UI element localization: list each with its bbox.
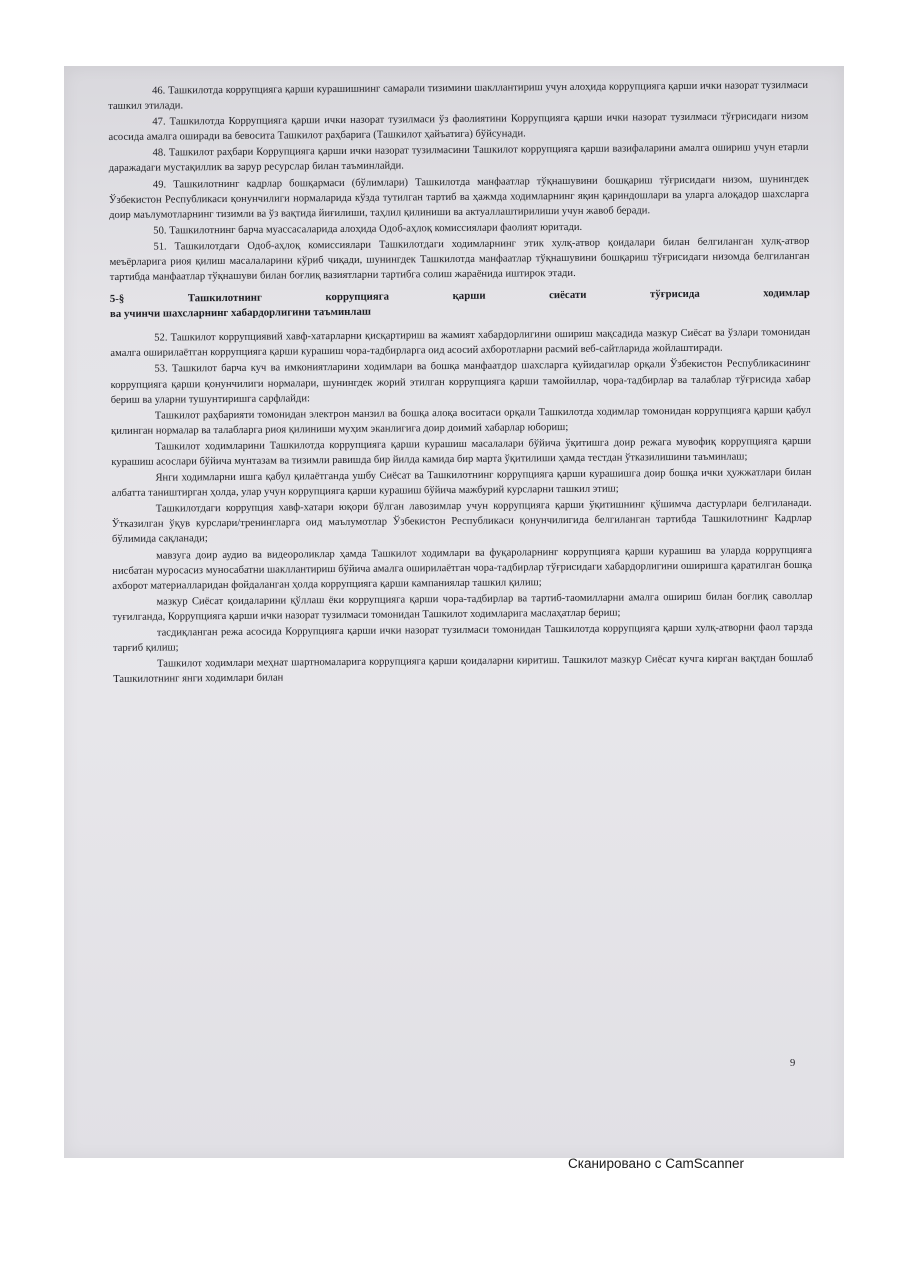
list-item: мазкур Сиёсат қоидаларини қўллаш ёки коррупцияга қарши чора-тадбирлар ва тартиб-таомилларни амалга ошириш билан боғлиқ саволлар туғилганда, Коррупцияга қарши ички назорат тузилмаси томонидан Ташкилот ходимларига маслаҳатлар бериш; — [112, 590, 813, 623]
section-heading-line2: ва учинчи шахсларнинг хабардорлигини таъминлаш — [109, 305, 371, 321]
list-item: Ташкилотдаги коррупция хавф-хатари юқори бўлган лавозимлар учун коррупцияга қарши ўқитишнинг қўшимча дастурлари белгиланади. Ўтказилган ўқув курслари/тренингларга оид маълумотлар Ўзбекистон Республикаси қонунчилигида белгиланган тартибда Ташкилотнинг Кадрлар бўлимида сақланади; — [111, 498, 812, 546]
list-item: мавзуга доир аудио ва видеороликлар ҳамда Ташкилот ходимлари ва фуқароларнинг коррупцияга қарши курашиш ва уларда коррупцияга нисбатан муросасиз муносабатни шакллантириш бўйича амалга оширилаётган чора-тадбирлар тўғрисидаги хабардорлигини оширишга қаратилган бошқа ахборот материалларидан фойдаланган ҳолда коррупцияга қарши кампаниялар ташкил қилиш; — [112, 544, 813, 592]
list-item: Ташкилот ходимларини Ташкилотда коррупцияга қарши курашиш масалалари бўйича ўқитишга доир режага мувофиқ коррупцияга қарши курашиш асослари бўйича мунтазам ва тизимли равишда бир йилда камида бир марта ўқитилиши ҳамда тестдан ўтказилишини таъминлаш; — [111, 435, 812, 468]
paragraph-47: 47. Ташкилотда Коррупцияга қарши ички назорат тузилмаси ўз фаолиятини Коррупцияга қарши ички назорат тузилмаси тўғрисидаги низом асосида амалга оширади ва бевосита Ташкилот раҳбарига (Ташкилот ҳайъатига) бўйсунади. — [108, 111, 809, 144]
list-item: тасдиқланган режа асосида Коррупцияга қарши ички назорат тузилмаси томонидан Ташкилотда коррупцияга қарши хулқ-атворни фаол тарзда тарғиб қилиш; — [112, 621, 813, 655]
paragraph-50: 50. Ташкилотнинг барча муассасаларида алоҳида Одоб-аҳлоқ комиссиялари фаолият юритади. — [153, 221, 583, 237]
section-heading — [110, 286, 810, 322]
list-item: Ташкилот раҳбарияти томонидан электрон манзил ва бошқа алоқа воситаси орқали Ташкилотда ходимлар томонидан коррупцияга қарши қабул қилинган нормалар ва талабларга риоя қилиниши муҳим эканлигига доир доимий хабарлар юбориш; — [110, 404, 811, 437]
paragraph-49: 49. Ташкилотнинг кадрлар бошқармаси (бўлимлари) Ташкилотда манфаатлар тўқнашувини бошқариш тўғрисидаги низом, шунингдек Ўзбекистон Республикаси қонунчилиги нормаларида кўзда тутилган тартиб ва ҳажмда ходимларнинг яқин қариндошлари ва уларга алоқадор шахсларга доир маълумотларнинг тизимли ва ўз вақтида йиғилиши, таҳлил қилиниши ва актуаллаштирилиши учун жавоб беради. — [108, 173, 810, 221]
paragraph-51: 51. Ташкилотдаги Одоб-аҳлоқ комиссиялари Ташкилотдаги ходимларнинг этик хулқ-атвор қоидалари билан белгиланган хулқ-атвор меъёрларига риоя қилиш масалаларини кўриб чиқади, шунингдек Ташкилотда манфаатлар тўқнашувини бошқариш тўғрисидаги низомда белгиланган тартибда манфаатлар тўқнашуви билан боғлиқ вазиятларни тартибга солиш жараёнида иштирок этади. — [109, 235, 810, 284]
paragraph-53: 53. Ташкилот барча куч ва имкониятларини ходимлари ва бошқа манфаатдор шахсларга қуйидагилар орқали Ўзбекистон Республикасининг коррупцияга қарши қонунчилиги нормалари, шунингдек жорий этилган коррупцияга қарши тамойиллар, чора-тадбирлар ва талаблар тўғрисида хабар бериш ва уларни тушунтиришга сарфлайди: — [110, 358, 811, 406]
list-item: Янги ходимларни ишга қабул қилаётганда ушбу Сиёсат ва Ташкилотнинг коррупцияга қарши курашишга доир бошқа ички ҳужжатлари билан албатта таништирган ҳолда, улар учун коррупцияга қарши курашиш бўйича мажбурий курсларни ташкил этиш; — [111, 466, 812, 500]
paragraph-48: 48. Ташкилот раҳбари Коррупцияга қарши ички назорат тузилмасини Ташкилот коррупцияга қарши вазифаларини амалга ошириш учун етарли даражадаги мустақиллик ва зарур ресурслар билан таъминлайди. — [108, 142, 809, 175]
document-body — [108, 78, 813, 687]
paragraph-46: 46. Ташкилотда коррупцияга қарши курашишнинг самарали тизимини шакллантириш учун алоҳида коррупцияга қарши ички назорат тузилмаси ташкил этилади. — [108, 79, 809, 113]
page-number: 9 — [790, 1058, 796, 1069]
section-heading-line1: 5-§ Ташкилотнинг коррупцияга қарши сиёсати тўғрисида ходимлар — [109, 287, 810, 306]
list-item: Ташкилот ходимлари меҳнат шартномаларига коррупцияга қарши қоидаларни киритиш. Ташкилот мазкур Сиёсат кучга кирган вақтдан бошлаб Ташкилотнинг янги ходимлари билан — [113, 653, 814, 686]
scanner-watermark: Сканировано с CamScanner — [568, 1156, 745, 1171]
paragraph-52: 52. Ташкилот коррупциявий хавф-хатарларни қисқартириш ва жамият хабардорлигини ошириш мақсадида мазкур Сиёсат ва ўзлари томонидан амалга оширилаётган коррупцияга қарши курашиш чора-тадбирларга оид асосий ахборотларни расмий веб-сайтларида жойлаштиради. — [110, 327, 811, 360]
